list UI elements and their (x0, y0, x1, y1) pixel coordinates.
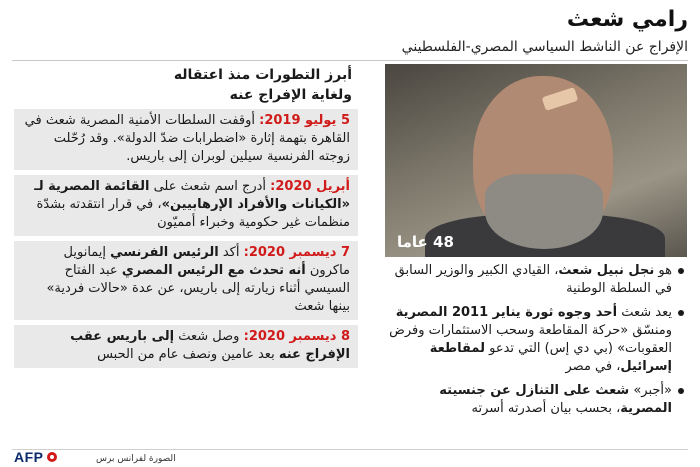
event-text: أدرج اسم شعث على (149, 179, 271, 194)
portrait-photo (385, 64, 687, 257)
bio-bullet-item (384, 304, 686, 376)
afp-logo (14, 449, 57, 465)
event-text: أكد (218, 245, 244, 260)
event-text: بعد عامين ونصف عام من الحبس (97, 347, 279, 362)
bullet-text: «أجبر» (629, 383, 672, 398)
bio-bullet-item (384, 262, 686, 298)
event-text: إيمانويل ماكرون (63, 245, 350, 278)
event-bold-text: إلى باريس عقب الإفراج عنه (70, 329, 350, 362)
timeline-heading-line: أبرز التطورات منذ اعتقاله (173, 67, 352, 83)
event-date: أبريل 2020: (270, 179, 350, 194)
photo-credit: الصورة لفرانس برس (96, 454, 176, 464)
event-text: أوقفت السلطات الأمنية المصرية شعث في القاهرة بتهمة إثارة «اضطرابات ضدّ الدولة». وقد رُحّلت زوجته الفرنسية سيلين لوبران إلى باريس. (24, 113, 350, 164)
page-subtitle: الإفراج عن الناشط السياسي المصري-الفلسطيني (401, 39, 688, 55)
timeline-heading (14, 63, 358, 109)
bullet-text: ، القيادي الكبير والوزير السابق في السلطة الوطنية (394, 263, 672, 296)
event-date: 5 يوليو 2019: (259, 113, 350, 128)
header-divider (12, 60, 688, 61)
timeline-event (14, 241, 358, 320)
timeline-column (14, 63, 358, 373)
bullet-bold-text: لمقاطعة إسرائيل (429, 341, 672, 374)
photo-beard (485, 174, 603, 249)
event-date: 7 ديسمبر 2020: (243, 245, 350, 260)
afp-logo-text: AFP (14, 449, 44, 465)
bio-bullet-item (384, 382, 686, 418)
bullet-text: هو (654, 263, 672, 278)
afp-logo-icon (47, 452, 57, 462)
bullet-bold-text: نجل نبيل شعث (558, 263, 655, 278)
bullet-bold-text: أحد وجوه ثورة يناير 2011 المصرية (395, 305, 618, 320)
page-title: رامي شعث (566, 7, 688, 32)
bullet-text: ، بحسب بيان أصدرته أسرته (471, 401, 621, 416)
footer-divider (12, 449, 688, 450)
event-text: وصل شعث (174, 329, 244, 344)
event-date: 8 ديسمبر 2020: (243, 329, 350, 344)
timeline-event (14, 109, 358, 170)
bullet-text: ، في مصر (565, 359, 621, 374)
bio-bullet-list (384, 262, 686, 424)
timeline-event (14, 175, 358, 236)
bullet-text: ومنسّق «حركة المقاطعة وسحب الاستثمارات وفرض العقوبات» (بي دي إس) التي تدعو (389, 323, 672, 356)
bullet-bold-text: شعث على التنازل عن جنسيته المصرية (439, 383, 672, 416)
event-text: ، في قرار انتقدته بشدّة منظمات غير حكومية وخبراء أمميّون (36, 197, 350, 230)
event-bold-text: الرئيس الفرنسي (110, 245, 219, 260)
event-text: عبد الفتاح السيسي أثناء زيارته إلى باريس، عن عدة «حالات فردية» بينها شعث (46, 263, 350, 314)
infographic-header (12, 6, 688, 57)
age-label: 48 عاما (397, 233, 454, 251)
event-bold-text: القائمة المصرية لـ «الكيانات والأفراد الإرهابيين» (34, 179, 350, 212)
event-bold-text: أنه تحدث مع الرئيس المصري (121, 263, 306, 278)
timeline-heading-line: ولغاية الإفراج عنه (229, 87, 352, 103)
bullet-text: يعد شعث (617, 305, 672, 320)
timeline-event (14, 325, 358, 368)
